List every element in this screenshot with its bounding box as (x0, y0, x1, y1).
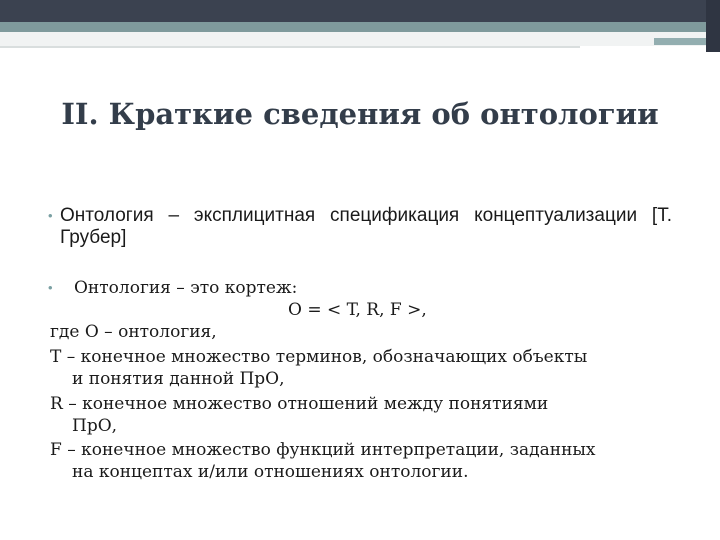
slide-title: II. Краткие сведения об онтологии (61, 97, 659, 131)
header-light-band (0, 32, 720, 46)
definition-f-line2: на концептах и/или отношениях онтологии. (72, 462, 469, 482)
bullet-item-tuple: Онтология – это кортеж: (74, 278, 298, 298)
header-accent-line (0, 22, 720, 32)
header-underline (0, 46, 580, 48)
definition-r-line1: R – конечное множество отношений между понятиями (50, 394, 549, 414)
header-right-accent (654, 38, 706, 45)
bullet-dot-1: • (48, 208, 53, 223)
definition-o: где O – онтология, (50, 322, 217, 342)
definition-t-line1: T – конечное множество терминов, обозначающих объекты (50, 347, 588, 367)
bullet-dot-2: • (48, 280, 53, 295)
bullet-item-definition: Онтология – эксплицитная спецификация концептуализации [Т. Грубер] (60, 205, 672, 248)
header-dark-bar (0, 0, 720, 22)
definition-t-line2: и понятия данной ПрО, (72, 369, 285, 389)
header-right-tab (706, 0, 720, 52)
tuple-formula: O = < T, R, F >, (288, 300, 427, 320)
definition-f-line1: F – конечное множество функций интерпретации, заданных (50, 440, 596, 460)
definition-r-line2: ПрО, (72, 416, 118, 436)
